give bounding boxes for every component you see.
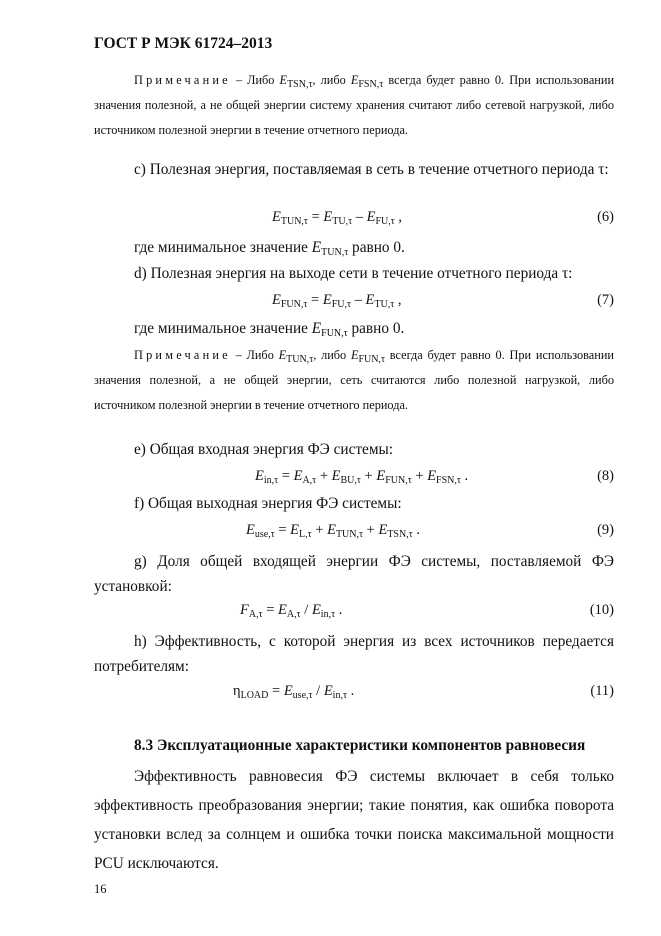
item-e: e) Общая входная энергия ФЭ системы:: [134, 441, 394, 458]
where-6: где минимальное значение $E_{TUN,\tau}$ равно 0.: [134, 239, 405, 258]
item-f: f) Общая выходная энергия ФЭ системы:: [134, 495, 402, 512]
note-label: Примечание: [134, 73, 231, 87]
note-2: Примечание – Либо $E_{TUN,\tau}$, либо $E_{FUN,\tau}$ всегда будет равно 0. При использовании значения полезной, а не общей энергии, сеть считаются либо полезной нагрузкой, либо источником полезной энергии в течение отчетного периода.: [94, 348, 614, 412]
where-7: где минимальное значение $E_{FUN,\tau}$ равно 0.: [134, 320, 405, 339]
equation-10-number: (10): [589, 602, 614, 618]
note-label: Примечание: [134, 348, 231, 362]
document-header: ГОСТ Р МЭК 61724–2013: [94, 35, 273, 52]
equation-8: $E_{in,\tau} = E_{A,\tau} + E_{BU,\tau} + E_{FUN,\tau} + E_{FSN,\tau}$ .: [255, 468, 469, 486]
equation-8-number: (8): [597, 468, 614, 484]
item-h: h) Эффективность, с которой энергия из всех источников передается потребителям:: [94, 633, 614, 675]
equation-10: $F_{A,\tau} = E_{A,\tau} / E_{in,\tau}$ .: [240, 602, 343, 620]
item-g: g) Доля общей входящей энергии ФЭ системы, поставляемой ФЭ установкой:: [94, 553, 614, 595]
body-paragraph: Эффективность равновесия ФЭ системы включает в себя только эффективность преобразования энергии; такие понятия, как ошибка поворота установки вслед за солнцем и ошибка точки поиска максимальной мощности PCU исключаются.: [94, 768, 614, 872]
item-c: c) Полезная энергия, поставляемая в сеть в течение отчетного периода τ:: [134, 161, 609, 178]
page-number: 16: [94, 882, 107, 896]
equation-7: $E_{FUN,\tau} = E_{FU,\tau} - E_{TU,\tau}$ ,: [272, 292, 402, 310]
equation-6-number: (6): [597, 209, 614, 225]
equation-9-number: (9): [597, 522, 614, 538]
equation-9: $E_{use,\tau} = E_{L,\tau} + E_{TUN,\tau} + E_{TSN,\tau}$ .: [246, 522, 420, 540]
note-1: Примечание – Либо $E_{TSN,\tau}$, либо $E_{FSN,\tau}$ всегда будет равно 0. При использовании значения полезной, а не общей энергии систему хранения считают либо сетевой нагрузкой, либо источником полезной энергии в течение отчетного периода.: [94, 73, 615, 137]
equation-6: $E_{TUN,\tau} = E_{TU,\tau} - E_{FU,\tau}$ ,: [272, 209, 403, 227]
section-heading: 8.3 Эксплуатационные характеристики компонентов равновесия: [134, 737, 586, 754]
equation-11: $\eta_{LOAD} = E_{use,\tau} / E_{in,\tau}$ .: [233, 683, 355, 701]
equation-7-number: (7): [597, 292, 614, 308]
item-d: d) Полезная энергия на выходе сети в течение отчетного периода τ:: [134, 265, 573, 282]
equation-11-number: (11): [590, 683, 614, 699]
